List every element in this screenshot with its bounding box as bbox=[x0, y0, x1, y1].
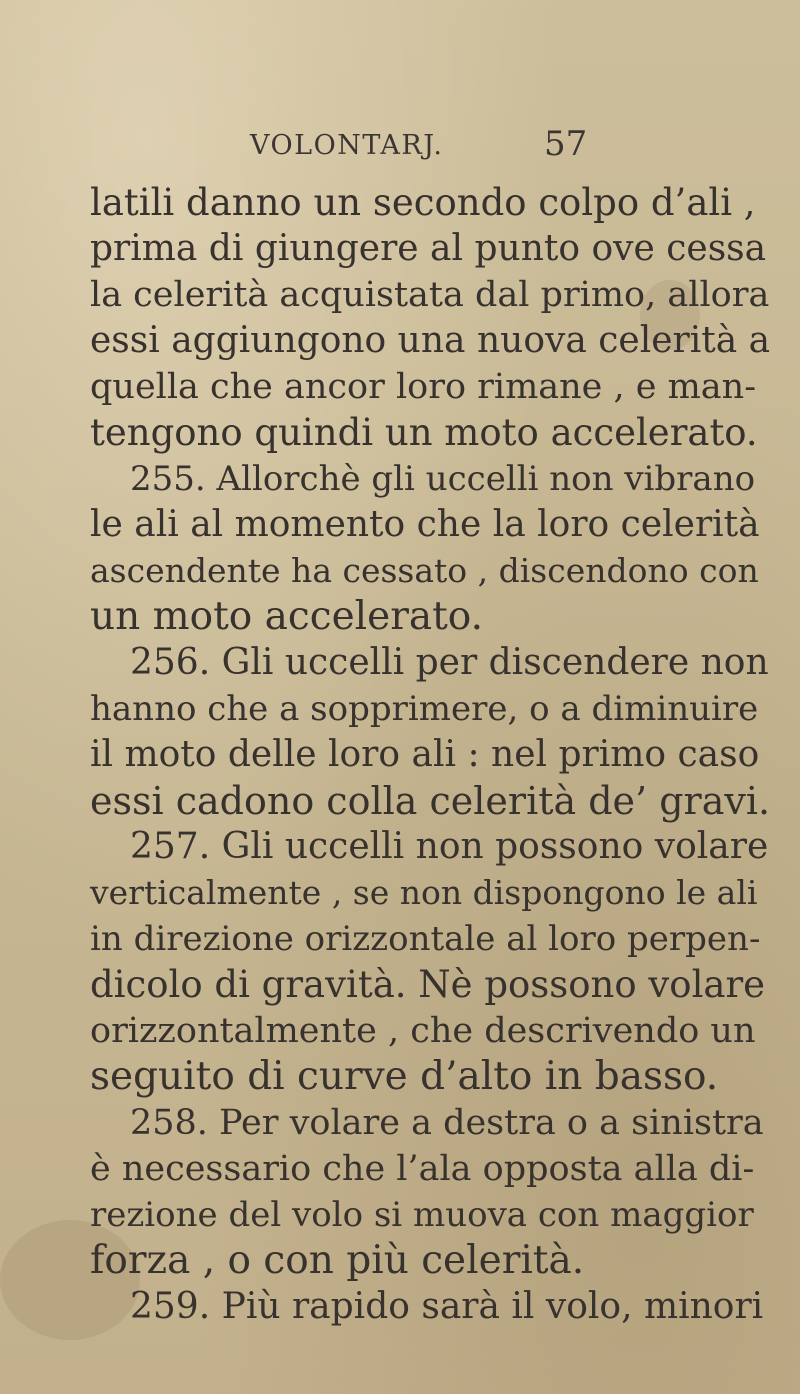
page-number: 57 bbox=[544, 124, 588, 164]
text-line: quella che ancor loro rimane , e man- bbox=[90, 367, 757, 407]
text-line: hanno che a sopprimere, o a diminuire bbox=[90, 689, 759, 729]
paragraph-start: 257. Gli uccelli non possono volare bbox=[130, 826, 769, 867]
text-line: dicolo di gravità. Nè possono volare bbox=[90, 963, 766, 1006]
text-line: in direzione orizzontale al loro perpen- bbox=[90, 919, 761, 959]
paragraph-start: 259. Più rapido sarà il volo, minori bbox=[130, 1286, 764, 1327]
page-header bbox=[0, 124, 800, 170]
text-line: seguito di curve d’alto in basso. bbox=[90, 1054, 719, 1099]
text-line: il moto delle loro ali : nel primo caso bbox=[90, 734, 760, 775]
text-line: essi aggiungono una nuova celerità a bbox=[90, 320, 771, 361]
text-line: prima di giungere al punto ove cessa bbox=[90, 228, 767, 269]
text-line: ascendente ha cessato , discendono con bbox=[90, 551, 759, 590]
paragraph-start: 258. Per volare a destra o a sinistra bbox=[130, 1103, 764, 1143]
text-line: latili danno un secondo colpo d’ali , bbox=[90, 181, 756, 224]
text-line: la celerità acquistata dal primo, allora bbox=[90, 275, 770, 315]
paragraph-start: 256. Gli uccelli per discendere non bbox=[130, 642, 769, 683]
text-line: tengono quindi un moto accelerato. bbox=[90, 411, 758, 454]
text-line: verticalmente , se non dispongono le ali bbox=[90, 873, 758, 912]
running-head: VOLONTARJ. bbox=[250, 130, 444, 161]
text-line: forza , o con più celerità. bbox=[90, 1238, 585, 1283]
text-line: orizzontalmente , che descrivendo un bbox=[90, 1011, 756, 1051]
text-line: essi cadono colla celerità de’ gravi. bbox=[90, 779, 771, 823]
text-line: un moto accelerato. bbox=[90, 594, 483, 639]
text-line: è necessario che l’ala opposta alla di- bbox=[90, 1149, 755, 1189]
paragraph-start: 255. Allorchè gli uccelli non vibrano bbox=[130, 459, 756, 499]
text-line: le ali al momento che la loro celerità bbox=[90, 504, 760, 545]
text-line: rezione del volo si muova con maggior bbox=[90, 1195, 754, 1235]
